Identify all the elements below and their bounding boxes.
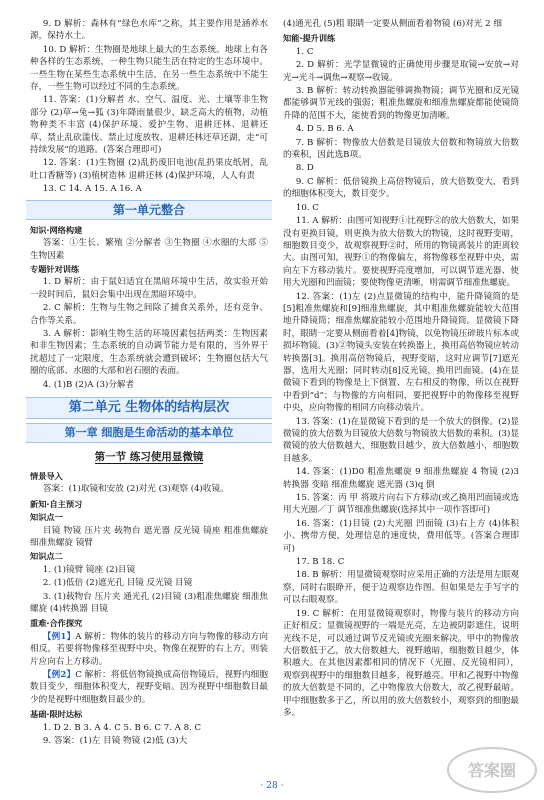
answer-11: 11. 答案：(1)分解者 水、空气、温度、光、土壤等非生物部分 (2)草→兔→狐 (3)年降雨量很少，缺乏高大的植物，动植物种类不丰富 (4)保护环境、爱护生物、退耕还林、退耕还草、禁止乱砍滥伐、禁止过度放牧、退耕还林还草还湖，走“可持续发展”的道路。(答案合理即可) <box>30 95 268 156</box>
ability-item-4: 4. D 5. B 6. A <box>295 124 354 135</box>
basic-item-1: 1. D 2. B 3. A 4. C 5. B 6. C 7. A 8. C <box>42 722 202 733</box>
example-2 <box>30 669 268 706</box>
knowledge-answer: 答案：①生长、繁殖 ②分解者 ③生物圈 ④水圈的大部 ⑤生物因素 <box>30 238 268 261</box>
ability-item-14: 16. 答案：(1)目镜 (2)大光圈 凹面镜 (3)右上方 (4)体积小、携带方便，处理信息的速度快，费用低等。(答案合理即可) <box>283 518 519 554</box>
special-item-3: 3. A 解析：影响生物生活的环境因素包括两类：生物因素和非生物因素；生态系统的自动调节能力是有限的，当外界干扰超过了一定限度，生态系统就会遭到破坏；生物圈包括大气圈的底部、水圈的大部和岩石圈的表面。 <box>30 328 268 377</box>
ability-item-16: 18. B 解析：用显微镜观察时应采用正确的方法是用左眼观察，同时右眼睁开，便于边观察边作图。但如果是左手写字的可以右眼观察。 <box>283 570 519 606</box>
special-item-1: 1. D 解析：由于鼠妇适宜在黑暗环境中生活，故实验开始一段时间后，鼠妇会集中出现在黑暗环境中。 <box>30 277 268 300</box>
ability-item-10: 12. 答案：(1)左 (2)点显微镜的结构中，能升降镜筒的是[5]粗准焦螺旋和[9]细准焦螺旋，其中粗准焦螺旋能较大范围地升降镜筒；细准焦螺旋能较小范围地升降镜筒。显微镜下降时，眼睛一定要从侧面看着[4]物镜，以免物镜压碎玻片标本或损坏物镜。(3)②物镜头安装在转换器上，换用高倍物镜应转动转换器[3]。换用高倍物镜后，视野变暗，这时应调节[7]遮光器，选用大光圈；同时转动[8]反光镜，换用凹面镜。(4)在显微镜下看到的物像是上下倒置、左右相反的物像，所以在视野中看到“d”；与物像的方向相同，要把视野中的物像移至视野中央，应向物像的相同方向移动装片。 <box>283 291 519 414</box>
knowledge-point-1-tag: 知识点一 <box>30 512 63 523</box>
ability-item-13: 15. 答案：丙 甲 将玻片向右下方移动(或乙换用凹面镜或选用大光圈／丁 调节细准焦螺旋(选择其中一项作答即可) <box>283 493 519 516</box>
watermark-text: 答案圈 <box>467 761 517 780</box>
special-training-tag: 专题针对训练 <box>30 263 80 274</box>
ability-item-3: 3. B 解析：转动转换器能够调换物镜；调节光圈和反光镜都能够调节光线的强弱；粗准焦螺旋和细准焦螺旋都能使镜筒升降的范围不大，能使看到的物像更加清晰。 <box>283 86 519 121</box>
right-column <box>283 18 519 720</box>
new-knowledge-tag: 新知·自主预习 <box>30 498 83 509</box>
answer-9-continued: (4)通光孔 (5)粗 眼睛一定要从侧面看着物镜 (6)对光 2 细 <box>283 19 502 29</box>
left-column <box>30 18 268 749</box>
answer-9: 9. D 解析：森林有“绿色水库”之称，其主要作用是涵养水源，保持水土。 <box>30 19 268 42</box>
knowledge-point-1-text: 目镜 物镜 压片夹 载物台 遮光器 反光镜 镜座 粗准焦螺旋 细准焦螺旋 镜臂 <box>30 525 268 548</box>
watermark-logo <box>444 742 540 798</box>
ability-item-12: 14. 答案：(1)D0 粗准焦螺旋 9 细准焦螺旋 4 物镜 (2)3 转换器 变暗 细准焦螺旋 遮光器 (3)q 倒 <box>283 467 519 490</box>
knowledge-network-tag: 知识·网络构建 <box>30 224 83 235</box>
answer-10: 10. D 解析：生物圈是地球上最大的生态系统。地球上有各种各样的生态系统，一种生物只能生活在特定的生态环境中。一些生物在某些生态系统中生活，在另一些生态系统中不能生存，一些生物可以经过不同的生态系统。 <box>30 44 268 93</box>
example-2-text: C 解析：将低倍物镜换成高倍物镜后，视野内细胞数目变少，细胞体积变大，视野变暗。因为视野中细胞数目最少的是视野中细胞数目最少的。 <box>30 670 269 705</box>
scene-answer: 答案：(1)取镜和安放 (2)对光 (3)观察 (4)收镜。 <box>42 484 229 495</box>
knowledge-point-2-tag: 知识点二 <box>30 551 63 562</box>
chapter1-title: 第一章 细胞是生命活动的基本单位 <box>26 423 272 443</box>
ability-training-tag: 知能·提升训练 <box>283 33 336 44</box>
page-number: · 28 · <box>260 780 284 791</box>
ability-item-9: 11. A 解析：由图可知视野①比视野②的放大倍数大，如果没有更换目镜，则更换为放大倍数大的物镜，这时视野变暗，细胞数目变少，故观察视野②时，所用的物镜离装片的距离较大。由图可知，视野①的物像偏左，将物像移至视野中央，需向左下方移动装片。要使视野亮度增加，可以调节遮光器、使用大光圈和凹面镜；要使物像更清晰，则需调节细准焦螺旋。 <box>283 216 519 289</box>
ability-item-5: 7. B 解析：物像放大倍数是目镜放大倍数和物镜放大倍数的乘积，因此选B项。 <box>283 137 519 161</box>
ability-item-11: 13. 答案：(1)在显微镜下看到的是一个放大的倒像。(2)显微镜的放大倍数为目镜放大倍数与物镜放大倍数的乘积。(3)显微镜的放大倍数越大，细胞数目越少，放大倍数越小，细胞数目越多。 <box>283 416 519 464</box>
left-top-block <box>30 18 268 196</box>
unit-summary-title: 第一单元整合 <box>26 200 272 220</box>
example-2-label: 【例2】 <box>42 670 76 681</box>
answer-13-16: 13. C 14. A 15. A 16. A <box>42 184 142 195</box>
special-item-2: 2. C 解析：生物与生物之间除了捕食关系外，还有竞争、合作等关系。 <box>30 303 268 326</box>
example-1 <box>30 631 268 668</box>
example-1-text: A 解析：物体的装片的移动方向与物像的移动方向相反，若要将物像移至视野中央，物像在视野的右上方，则装片应向右上方移动。 <box>30 631 268 667</box>
ability-item-7: 9. C 解析：低倍镜换上高倍物镜后，放大倍数变大，看到的细胞体积变大，数目变少。 <box>283 176 519 200</box>
scene-intro-tag: 情景导入 <box>30 470 63 481</box>
ability-item-17: 19. C 解析：在用显微镜观察时，物像与装片的移动方向正好相反；显微镜视野的一端是光亮，左边被阴影遮住，说明光线不足，可以通过调节反光镜或光圈来解决。甲中的物像放大倍数低于乙，放大倍数越大，视野越暗，细胞数目越少，体积越大。在其他因素都相同的情况下（光圈、反光镜相同），观察到视野中的细胞数目越多，视野越亮。甲和乙视野中物像的放大倍数是不同的，乙中物像放大倍数大，故乙视野最暗。甲中细胞数多于乙，所以用的放大倍数较小，观察到的细胞最多。 <box>283 608 519 718</box>
answer-12: 12. 答案：(1)生物圈 (2)乱扔废旧电池(乱扔果皮纸屑，乱吐口香糖等) (3)植树造林 退耕还林 (4)保护环境，人人有责 <box>30 158 268 181</box>
knowledge-point-2-item-2: 2. (1)低倍 (2)遮光孔 目镜 反光镜 目镜 <box>42 578 193 589</box>
basic-practice-tag: 基础·限时达标 <box>30 709 83 720</box>
ability-item-8: 10. C <box>295 202 319 213</box>
knowledge-point-2-item-3: 3. (1)载物台 压片夹 通光孔 (2)目镜 (3)粗准焦螺旋 细准焦螺旋 (4)转换器 目镜 <box>30 591 268 615</box>
special-item-4: 4. (1)B (2)A (3)分解者 <box>42 379 135 390</box>
section1-title-text: 第一节 练习使用显微镜 <box>94 450 204 463</box>
basic-item-2: 9. 答案：(1)左 目镜 物镜 (2)低 (3)大 <box>42 736 188 747</box>
unit2-title: 第二单元 生物体的结构层次 <box>26 397 272 419</box>
example-1-label: 【例1】 <box>42 631 76 642</box>
section1-title <box>30 449 268 466</box>
knowledge-point-2-item-1: 1. (1)镜臂 镜座 (2)目镜 <box>42 564 136 575</box>
ability-item-1: 1. C <box>295 46 314 57</box>
ability-item-15: 17. B 18. C <box>295 557 345 568</box>
key-difficulty-tag: 重难·合作探究 <box>30 618 83 629</box>
ability-item-6: 8. D <box>295 163 314 174</box>
ability-item-2: 2. D 解析：光学显微镜的正确使用步骤是取镜→安放→对光→光斗→调焦→观察→收镜。 <box>283 60 519 83</box>
